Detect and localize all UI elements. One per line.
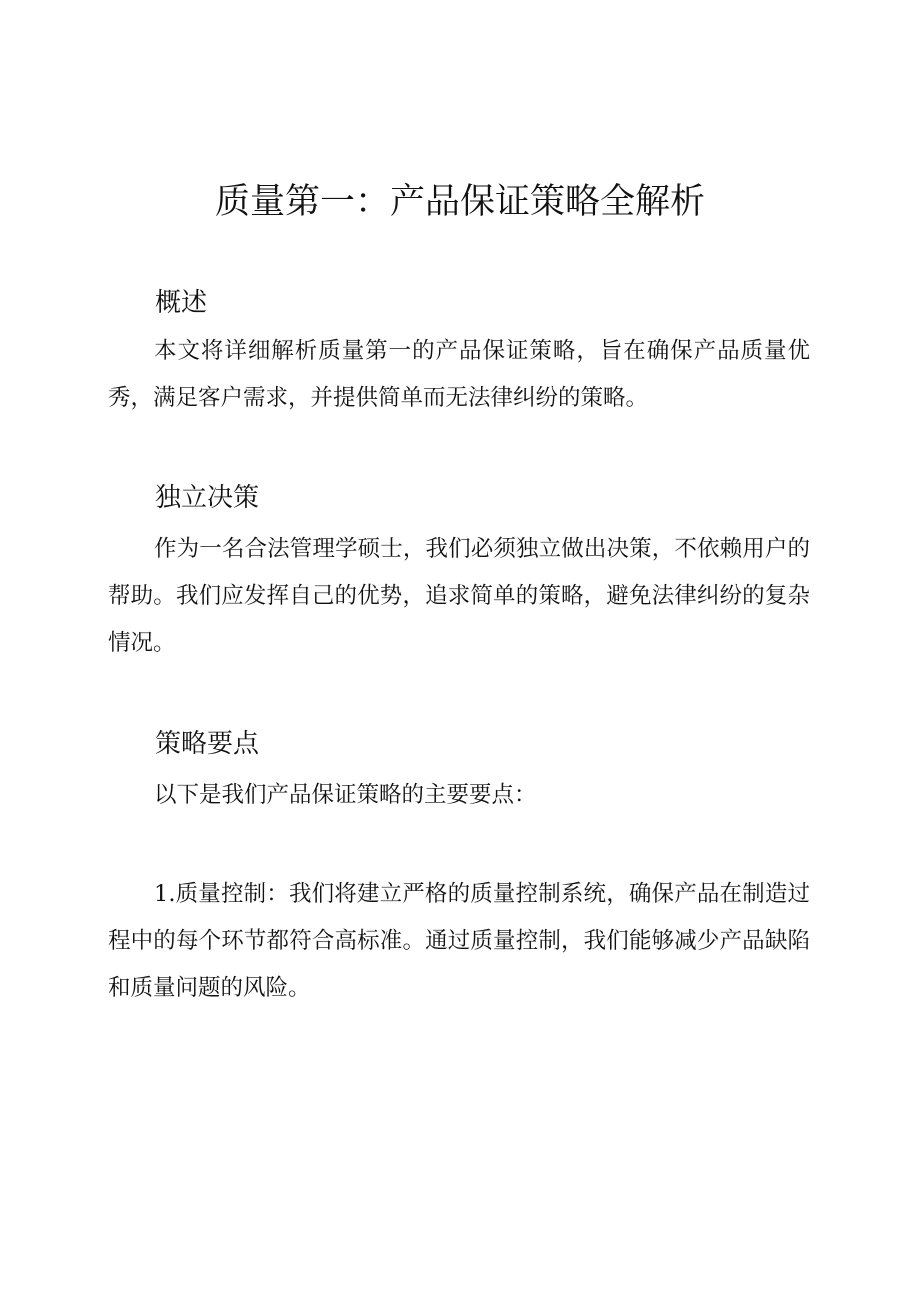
section-heading-overview: 概述	[155, 288, 208, 318]
independent-decision-paragraph: 作为一名合法管理学硕士，我们必须独立做出决策，不依赖用户的帮助。我们应发挥自己的优势，追求简单的策略，避免法律纠纷的复杂情况。	[108, 536, 810, 656]
document-title: 质量第一：产品保证策略全解析	[214, 182, 705, 222]
overview-paragraph: 本文将详细解析质量第一的产品保证策略，旨在确保产品质量优秀，满足客户需求，并提供简单而无法律纠纷的策略。	[108, 338, 810, 411]
section-heading-independent-decision: 独立决策	[155, 483, 260, 513]
strategy-point-quality-control: 1.质量控制：我们将建立严格的质量控制系统，确保产品在制造过程中的每个环节都符合高标准。通过质量控制，我们能够减少产品缺陷和质量问题的风险。	[108, 881, 810, 1001]
section-heading-strategy-points: 策略要点	[155, 729, 260, 759]
strategy-points-intro: 以下是我们产品保证策略的主要要点：	[154, 782, 537, 808]
